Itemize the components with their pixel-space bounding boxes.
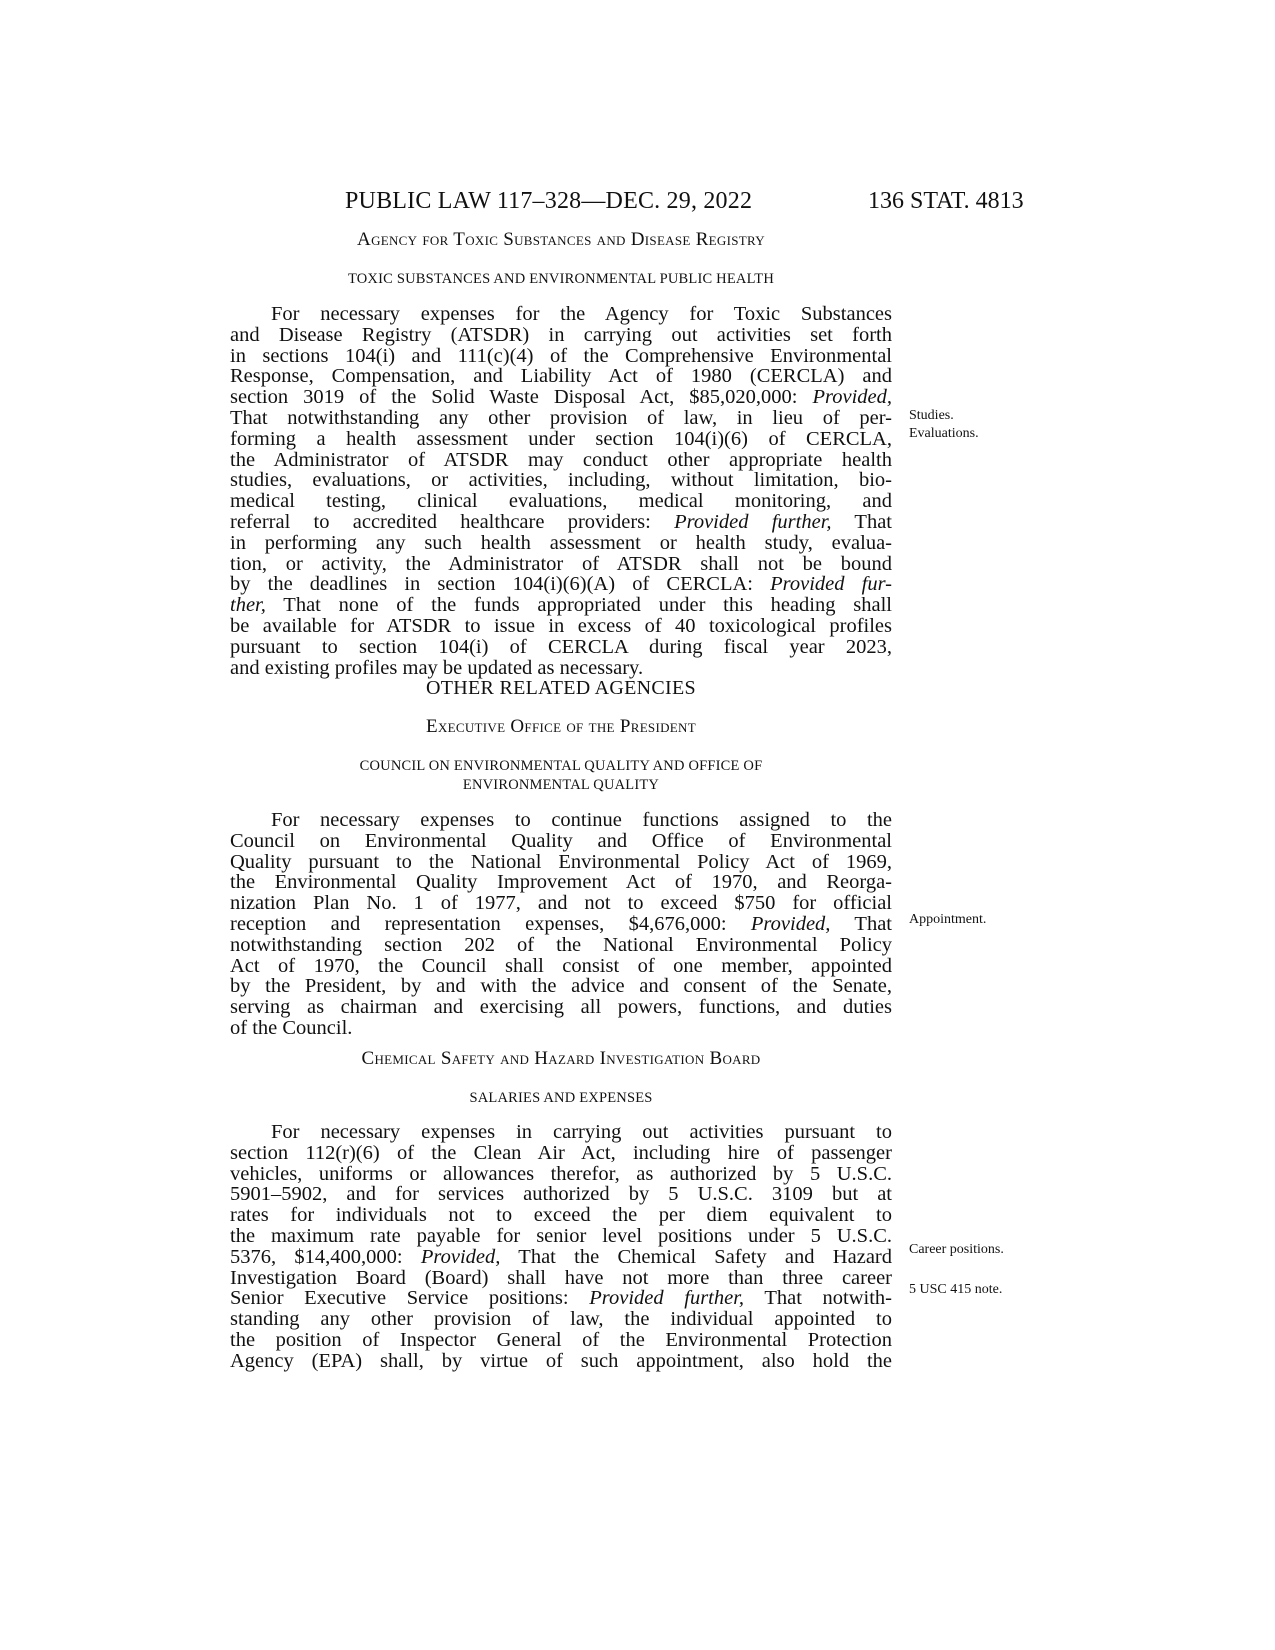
- text-line: the Environmental Quality Improvement Act of 1970, and Reorga-: [230, 871, 892, 894]
- text-line: Quality pursuant to the National Environmental Policy Act of 1969,: [230, 850, 892, 873]
- italic-ther: ther,: [230, 594, 266, 617]
- major-heading-other-related-agencies: OTHER RELATED AGENCIES: [426, 677, 696, 699]
- margin-note-career-positions: Career positions.: [909, 1242, 1004, 1257]
- italic-provided-further: Provided further,: [674, 510, 832, 533]
- text-line: vehicles, uniforms or allowances therefor, as authorized by 5 U.S.C.: [230, 1162, 892, 1185]
- text-line: notwithstanding section 202 of the National Environmental Policy: [230, 933, 892, 956]
- text-line: For necessary expenses in carrying out activities pursuant to: [271, 1121, 892, 1143]
- text-line: 5376, $14,400,000: Provided, That the Chemical Safety and Hazard: [230, 1245, 892, 1268]
- sub-heading-salaries: SALARIES AND EXPENSES: [469, 1090, 653, 1106]
- paragraph-council: [230, 810, 892, 1039]
- sub-heading-council: COUNCIL ON ENVIRONMENTAL QUALITY AND OFFICE OF ENVIRONMENTAL QUALITY: [359, 758, 763, 793]
- text-line: of the Council.: [230, 1016, 353, 1039]
- text-line: Agency (EPA) shall, by virtue of such appointment, also hold the: [230, 1349, 892, 1372]
- text-line: reception and representation expenses, $4,676,000: Provided, That: [230, 912, 892, 935]
- text-line: forming a health assessment under section 104(i)(6) of CERCLA,: [230, 427, 892, 450]
- stat-page-number: 136 STAT. 4813: [868, 188, 1024, 214]
- margin-note-usc: 5 USC 415 note.: [909, 1282, 1003, 1297]
- margin-note-appointment: Appointment.: [909, 912, 987, 927]
- text-line: section 3019 of the Solid Waste Disposal Act, $85,020,000: Provided,: [230, 386, 892, 409]
- text-line: Response, Compensation, and Liability Act of 1980 (CERCLA) and: [230, 365, 892, 388]
- agency-heading-executive-office: Executive Office of the President: [426, 716, 696, 737]
- text-line: 5901–5902, and for services authorized by 5 U.S.C. 3109 but at: [230, 1183, 892, 1206]
- text-line: Senior Executive Service positions: Provided further, That notwith-: [230, 1287, 892, 1310]
- text-line: serving as chairman and exercising all powers, functions, and duties: [230, 996, 892, 1019]
- text-line: by the deadlines in section 104(i)(6)(A) of CERCLA: Provided fur-: [230, 573, 892, 596]
- italic-provided: Provided,: [750, 912, 831, 935]
- italic-provided-further: Provided further,: [589, 1287, 745, 1310]
- text-line: nization Plan No. 1 of 1977, and not to exceed $750 for official: [230, 892, 892, 915]
- text-line: ther, That none of the funds appropriated under this heading shall: [230, 594, 892, 617]
- text-line: in sections 104(i) and 111(c)(4) of the Comprehensive Environmental: [230, 344, 892, 367]
- text-line: rates for individuals not to exceed the per diem equivalent to: [230, 1204, 892, 1227]
- running-head: PUBLIC LAW 117–328—DEC. 29, 2022: [345, 188, 753, 214]
- text-line: pursuant to section 104(i) of CERCLA during fiscal year 2023,: [230, 635, 892, 658]
- text-line: the position of Inspector General of the Environmental Protection: [230, 1328, 892, 1351]
- paragraph-atsdr: [230, 304, 892, 678]
- text-line: Act of 1970, the Council shall consist of one member, appointed: [230, 954, 892, 977]
- text-line: and existing profiles may be updated as necessary.: [230, 656, 644, 679]
- text-line: tion, or activity, the Administrator of ATSDR shall not be bound: [230, 552, 892, 575]
- agency-heading-atsdr: Agency for Toxic Substances and Disease Registry: [357, 229, 765, 250]
- agency-heading-csb: Chemical Safety and Hazard Investigation Board: [361, 1048, 761, 1069]
- text-line: in performing any such health assessment or health study, evalua-: [230, 531, 892, 554]
- text-line: For necessary expenses to continue functions assigned to the: [271, 809, 892, 831]
- text-line: be available for ATSDR to issue in excess of 40 toxicological profiles: [230, 614, 892, 637]
- text-line: and Disease Registry (ATSDR) in carrying out activities set forth: [230, 323, 892, 346]
- margin-note-studies: Studies. Evaluations.: [909, 408, 979, 441]
- text-line: Investigation Board (Board) shall have not more than three career: [230, 1266, 892, 1289]
- text-line: the maximum rate payable for senior level positions under 5 U.S.C.: [230, 1224, 892, 1247]
- italic-provided-fur: Provided fur-: [770, 573, 892, 596]
- text-line: by the President, by and with the advice and consent of the Senate,: [230, 975, 892, 998]
- sub-heading-toxic-substances: TOXIC SUBSTANCES AND ENVIRONMENTAL PUBLIC HEALTH: [347, 271, 775, 287]
- italic-provided: Provided,: [420, 1245, 501, 1268]
- text-line: Council on Environmental Quality and Office of Environmental: [230, 829, 892, 852]
- text-line: standing any other provision of law, the individual appointed to: [230, 1308, 892, 1331]
- text-line: section 112(r)(6) of the Clean Air Act, including hire of passenger: [230, 1141, 892, 1164]
- paragraph-csb: [230, 1122, 892, 1372]
- text-line: medical testing, clinical evaluations, medical monitoring, and: [230, 490, 892, 513]
- text-line: That notwithstanding any other provision of law, in lieu of per-: [230, 406, 892, 429]
- text-line: For necessary expenses for the Agency for Toxic Substances: [271, 303, 892, 325]
- text-line: studies, evaluations, or activities, including, without limitation, bio-: [230, 469, 892, 492]
- text-line: the Administrator of ATSDR may conduct other appropriate health: [230, 448, 892, 471]
- italic-provided: Provided,: [812, 386, 892, 409]
- text-line: referral to accredited healthcare providers: Provided further, That: [230, 510, 893, 533]
